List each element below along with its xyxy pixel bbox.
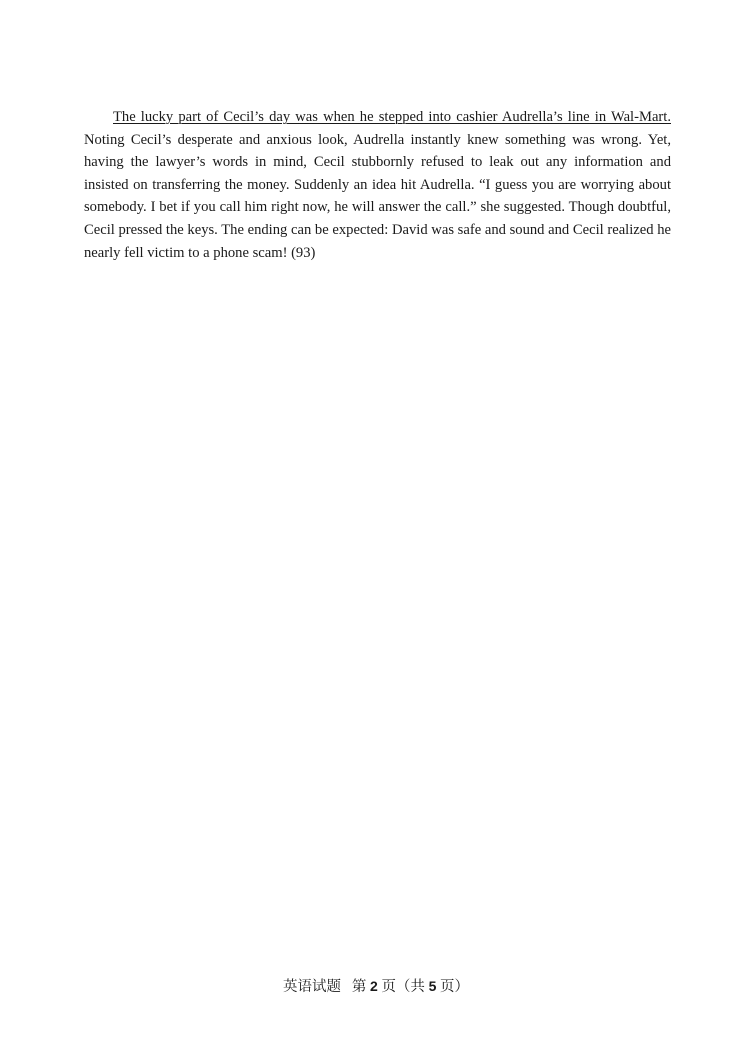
page-footer — [0, 976, 752, 997]
paragraph-body: Noting Cecil’s desperate and anxious look, Audrella instantly knew something was wrong. Yet, having the lawyer’s words in mind, Cecil stubbornly refused to leak out any information and insisted on transferring the money. Suddenly an idea hit Audrella. “I guess you are worrying about somebody. I bet if you call him right now, he will answer the call.” she suggested. Though doubtful, Cecil pressed the keys. The ending can be expected: David was safe and sound and Cecil realized he nearly fell victim to a phone scam! (93) — [84, 131, 671, 261]
footer-page-suffix: 页（共 — [381, 979, 425, 995]
footer-total-suffix: 页） — [439, 979, 469, 995]
footer-subject: 英语试题 — [283, 979, 342, 995]
footer-page-prefix: 第 — [351, 979, 367, 995]
footer-total-pages: 5 — [428, 978, 437, 994]
story-paragraph — [84, 106, 671, 264]
footer-page-number: 2 — [370, 978, 378, 994]
underlined-opening-sentence: The lucky part of Cecil’s day was when he stepped into cashier Audrella’s line in Wal-Mart. — [113, 109, 671, 125]
